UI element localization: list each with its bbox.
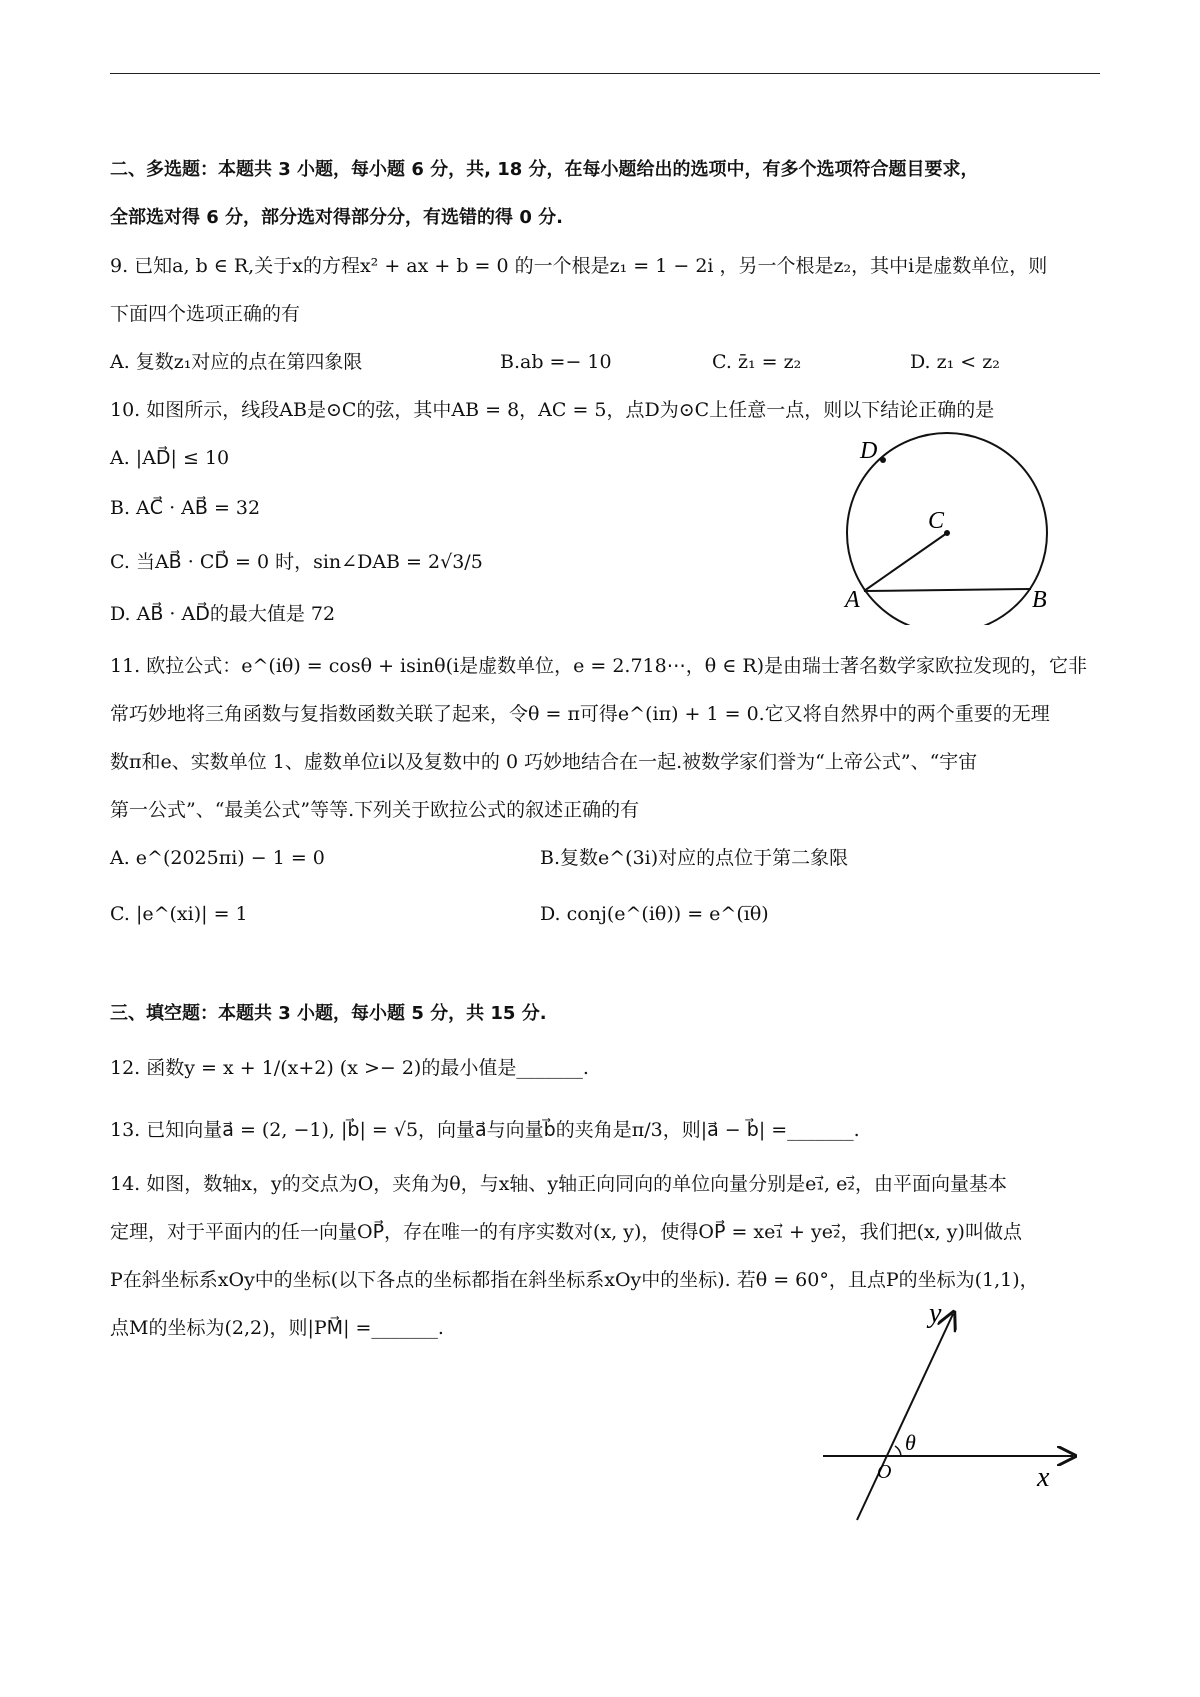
q14-stem-line3: P在斜坐标系xOy中的坐标(以下各点的坐标都指在斜坐标系xOy中的坐标). 若θ = 60°，且点P的坐标为(1,1)，	[110, 1269, 1039, 1291]
label-theta: θ	[905, 1430, 916, 1455]
q11-stem-line3: 数π和e、实数单位 1、虚数单位i以及复数中的 0 巧妙地结合在一起.被数学家们誉为“上帝公式”、“宇宙	[110, 751, 978, 773]
chord-ab	[864, 589, 1031, 591]
q10-option-b: B. AC⃗ · AB⃗ = 32	[110, 497, 261, 519]
label-b: B	[1032, 587, 1047, 613]
q11-option-b: B.复数e^(3i)对应的点位于第二象限	[540, 847, 849, 869]
q14-stem-line4: 点M的坐标为(2,2)，则|PM⃗| =_______.	[110, 1317, 444, 1339]
radius-ca	[864, 533, 947, 591]
q11-option-a: A. e^(2025πi) − 1 = 0	[110, 847, 325, 869]
label-y: y	[929, 1300, 942, 1329]
section2-header-line2: 全部选对得 6 分，部分选对得部分分，有选错的得 0 分.	[110, 207, 563, 228]
angle-arc	[895, 1446, 901, 1456]
q9-option-d: D. z₁ < z₂	[910, 351, 1000, 373]
q11-option-d: D. conj(e^(iθ)) = e^(i̅θ)	[540, 903, 769, 925]
header-rule	[110, 73, 1100, 74]
q12-text: 12. 函数y = x + 1/(x+2) (x >− 2)的最小值是_______.	[110, 1057, 589, 1079]
q14-oblique-axes-figure	[815, 1300, 1090, 1530]
point-d	[880, 457, 886, 463]
label-a: A	[845, 587, 860, 613]
q14-stem-line2: 定理，对于平面内的任一向量OP⃗，存在唯一的有序实数对(x, y)，使得OP⃗ = xe₁⃗ + ye₂⃗，我们把(x, y)叫做点	[110, 1221, 1022, 1243]
label-o: O	[877, 1461, 892, 1483]
q11-option-c: C. |e^(xi)| = 1	[110, 903, 248, 925]
q10-stem: 10. 如图所示，线段AB是⊙C的弦，其中AB = 8，AC = 5，点D为⊙C上任意一点，则以下结论正确的是	[110, 399, 995, 421]
y-axis	[857, 1314, 953, 1520]
q11-stem-line4: 第一公式”、“最美公式”等等.下列关于欧拉公式的叙述正确的有	[110, 799, 640, 821]
q9-option-a: A. 复数z₁对应的点在第四象限	[110, 351, 363, 373]
q14-stem-line1: 14. 如图，数轴x，y的交点为O，夹角为θ，与x轴、y轴正向同向的单位向量分别是e₁⃗, e₂⃗，由平面向量基本	[110, 1173, 1007, 1195]
q10-circle-figure	[830, 425, 1070, 625]
q9-option-c: C. z̄₁ = z₂	[712, 351, 802, 373]
q9-stem-line1: 9. 已知a, b ∈ R,关于x的方程x² + ax + b = 0 的一个根是z₁ = 1 − 2i ，另一个根是z₂，其中i是虚数单位，则	[110, 255, 1048, 277]
q10-option-d: D. AB⃗ · AD⃗的最大值是 72	[110, 603, 336, 625]
section3-header: 三、填空题：本题共 3 小题，每小题 5 分，共 15 分.	[110, 1003, 547, 1024]
q10-option-a: A. |AD⃗| ≤ 10	[110, 447, 230, 469]
section2-header-line1: 二、多选题：本题共 3 小题，每小题 6 分，共, 18 分，在每小题给出的选项中，有多个选项符合题目要求，	[110, 159, 979, 180]
q9-stem-line2: 下面四个选项正确的有	[110, 303, 301, 325]
q11-stem-line1: 11. 欧拉公式：e^(iθ) = cosθ + isinθ(i是虚数单位，e = 2.718⋯，θ ∈ R)是由瑞士著名数学家欧拉发现的，它非	[110, 655, 1088, 677]
q9-option-b: B.ab =− 10	[500, 351, 612, 373]
q10-option-c: C. 当AB⃗ · CD⃗ = 0 时，sin∠DAB = 2√3/5	[110, 551, 483, 573]
label-d: D	[860, 438, 878, 464]
label-x: x	[1037, 1462, 1050, 1493]
center-point	[944, 530, 950, 536]
label-c: C	[928, 508, 945, 534]
q11-stem-line2: 常巧妙地将三角函数与复指数函数关联了起来，令θ = π可得e^(iπ) + 1 = 0.它又将自然界中的两个重要的无理	[110, 703, 1050, 725]
q13-text: 13. 已知向量a⃗ = (2, −1), |b⃗| = √5，向量a⃗与向量b⃗的夹角是π/3，则|a⃗ − b⃗| =_______.	[110, 1119, 860, 1141]
